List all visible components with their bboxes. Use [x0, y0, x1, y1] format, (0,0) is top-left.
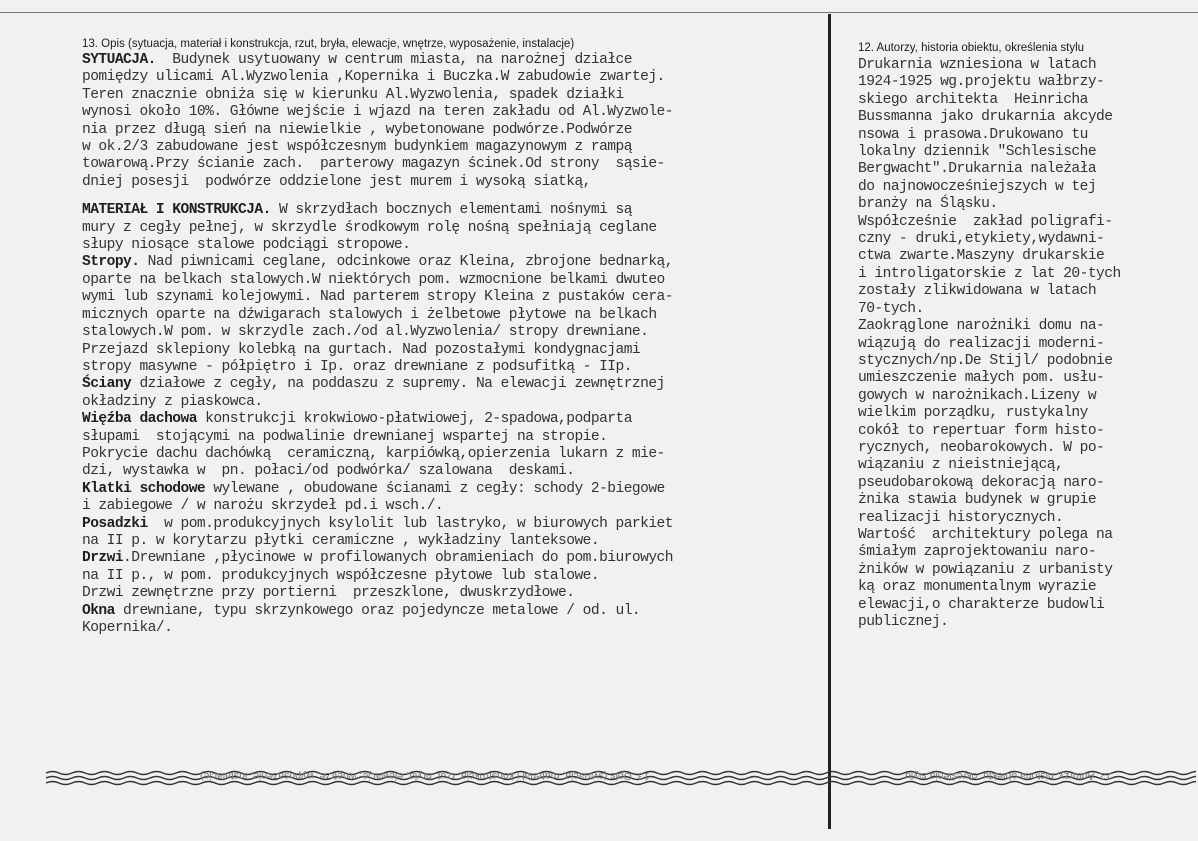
text-line: [82, 516, 824, 533]
text-line: [82, 139, 824, 156]
text-line: [82, 202, 824, 219]
line-text: okładziny z piaskowca.: [82, 393, 263, 410]
text-line: 70-tych.: [858, 300, 924, 317]
description-column: [82, 52, 824, 637]
line-text: Pokrycie dachu dachówką ceramiczną, karpiówką,opierzenia lukarn z mie-: [82, 445, 665, 462]
bold-heading: Posadzki: [82, 515, 148, 532]
text-line: [82, 620, 824, 637]
text-line: [82, 104, 824, 121]
line-text: Teren znacznie obniża się w kierunku Al.Wyzwolenia, spadek działki: [82, 86, 624, 103]
line-text: Drzwi zewnętrzne przy portierni przeszklone, dwuskrzydłowe.: [82, 585, 575, 602]
line-text: nia przez długą sień na niewielkie , wybetonowane podwórze.Podwórze: [82, 121, 632, 138]
text-line: [82, 603, 824, 620]
text-line: gowych w narożnikach.Lizeny w: [858, 387, 1097, 404]
line-text: stalowych.W pom. w skrzydle zach./od al.Wyzwolenia/ stropy drewniane.: [82, 324, 649, 341]
text-line: [82, 237, 824, 254]
text-line: wiązują do realizacji moderni-: [858, 335, 1105, 352]
line-text: wymi lub szynami kolejowymi. Nad parterem stropy Kleina z pustaków cera-: [82, 289, 673, 306]
line-text: w pom.produkcyjnych ksylolit lub lastryko, w biurowych parkiet: [147, 515, 673, 532]
line-text: słupami stojącymi na podwalinie drewnianej wspartej na stropie.: [82, 428, 608, 445]
text-line: wiązaniu z nieistniejącą,: [858, 457, 1064, 474]
text-line: [82, 122, 824, 139]
text-line: [82, 69, 824, 86]
authors-history-column: [858, 57, 1194, 631]
line-text: Przejazd sklepiony kolebką na gurtach. Nad pozostałymi kondygnacjami: [82, 341, 641, 358]
line-text: drewniane, typu skrzynkowego oraz pojedyncze metalowe / od. ul.: [114, 602, 641, 619]
text-line: ką oraz monumentalnym wyrazie: [858, 579, 1097, 596]
text-line: [82, 481, 824, 498]
line-text: działowe z cegły, na poddaszu z supremy. Na elewacji zewnętrznej: [131, 376, 665, 393]
line-text: dniej posesji podwórze oddzielone jest murem i wysoką siatką,: [82, 173, 591, 190]
line-text: w ok.2/3 zabudowane jest współczesnym budynkiem magazynowym z rampą: [82, 139, 632, 156]
line-text: Nad piwnicami ceglane, odcinkowe oraz Kleina, zbrojone bednarką,: [139, 254, 673, 271]
text-line: [82, 289, 824, 306]
text-line: żnika stawia budynek w grupie: [858, 492, 1097, 509]
mirrored-right-header: 12. Autorzy, historia obiektu, określenia stylu: [905, 770, 1112, 782]
text-line: śmiałym zaprojektowaniu naro-: [858, 544, 1097, 561]
column-divider: [828, 14, 831, 829]
bold-heading: SYTUACJA.: [82, 52, 156, 68]
line-text: wylewane , obudowane ścianami z cegły: schody 2-biegowe: [205, 480, 665, 497]
text-line: pseudobarokową dekoracją naro-: [858, 474, 1105, 491]
line-text: wynosi około 10%. Główne wejście i wjazd na teren zakładu od Al.Wyzwole-: [82, 104, 673, 121]
left-column-header: 13. Opis (sytuacja, materiał i konstrukcja, rzut, bryła, elewacje, wnętrze, wyposażenie, instalacje): [82, 38, 575, 50]
text-line: stycznych/np.De Stijl/ podobnie: [858, 352, 1113, 369]
section-gap: [82, 191, 824, 202]
text-line: rycznych, neobarokowych. W po-: [858, 439, 1105, 456]
line-text: słupy niosące stalowe podciągi stropowe.: [82, 237, 411, 254]
line-text: .Drewniane ,płycinowe w profilowanych obramieniach do pom.biurowych: [123, 550, 673, 567]
text-line: ctwa zwarte.Maszyny drukarskie: [858, 248, 1105, 265]
text-line: i introligatorskie z lat 20-tych: [858, 265, 1121, 282]
line-text: i zabiegowe / w narożu skrzydeł pd.i wsch./.: [82, 498, 444, 515]
line-text: oparte na belkach stalowych.W niektórych pom. wzmocnione belkami dwuteo: [82, 271, 665, 288]
bold-heading: Drzwi: [82, 550, 124, 567]
text-line: żników w powiązaniu z urbanisty: [858, 561, 1113, 578]
text-line: [82, 429, 824, 446]
text-line: cokół to repertuar form histo-: [858, 422, 1105, 439]
text-line: czny - druki,etykiety,wydawni-: [858, 231, 1105, 248]
bold-heading: Więźba dachowa: [82, 411, 197, 428]
line-text: W skrzydłach bocznych elementami nośnymi są: [270, 202, 632, 219]
text-line: Wartość architektury polega na: [858, 526, 1113, 543]
text-line: nsowa i prasowa.Drukowano tu: [858, 126, 1088, 143]
text-line: 1924-1925 wg.projektu wałbrzy-: [858, 74, 1105, 91]
text-line: wielkim porządku, rustykalny: [858, 405, 1088, 422]
text-line: [82, 307, 824, 324]
text-line: [82, 220, 824, 237]
text-line: [82, 272, 824, 289]
bold-heading: Okna: [82, 602, 115, 619]
top-edge-line: [0, 12, 1198, 13]
line-text: stropy masywne - półpiętro i Ip. oraz drewniane z podsufitką - IIp.: [82, 358, 632, 375]
text-line: [82, 376, 824, 393]
line-text: dzi, wystawka w pn. połaci/od podwórka/ szalowana deskami.: [82, 463, 575, 480]
text-line: realizacji historycznych.: [858, 509, 1064, 526]
text-line: [82, 359, 824, 376]
line-text: towarową.Przy ścianie zach. parterowy magazyn ścinek.Od strony sąsie-: [82, 156, 665, 173]
line-text: pomiędzy ulicami Al.Wyzwolenia ,Kopernika i Buczka.W zabudowie zwartej.: [82, 69, 665, 86]
bold-heading: Klatki schodowe: [82, 480, 206, 497]
text-line: do najnowocześniejszych w tej: [858, 178, 1097, 195]
mirrored-left-header: 13. Opis (sytuacja, materiał i konstrukcja, rzut, bryła, elewacje, wnętrze, wyposażenie, instalacje): [200, 770, 650, 782]
line-text: Budynek usytuowany w centrum miasta, na narożnej działce: [155, 52, 632, 68]
bold-heading: Ściany: [82, 376, 132, 393]
text-line: [82, 52, 824, 69]
text-line: [82, 585, 824, 602]
text-line: Bergwacht".Drukarnia należała: [858, 161, 1097, 178]
line-text: mury z cegły pełnej, w skrzydle środkowym rolę nośną spełniają ceglane: [82, 219, 657, 236]
text-line: lokalny dziennik "Schlesische: [858, 144, 1097, 161]
text-line: [82, 324, 824, 341]
text-line: publicznej.: [858, 614, 949, 630]
line-text: konstrukcji krokwiowo-płatwiowej, 2-spadowa,podparta: [196, 411, 632, 428]
text-line: [82, 533, 824, 550]
text-line: [82, 156, 824, 173]
text-line: Bussmanna jako drukarnia akcyde: [858, 109, 1113, 126]
text-line: Zaokrąglone narożniki domu na-: [858, 318, 1105, 335]
text-line: [82, 411, 824, 428]
bold-heading: MATERIAŁ I KONSTRUKCJA.: [82, 202, 271, 219]
text-line: [82, 394, 824, 411]
bold-heading: Stropy.: [82, 254, 140, 271]
text-line: skiego architekta Heinricha: [858, 91, 1088, 108]
right-column-header: 12. Autorzy, historia obiektu, określenia stylu: [858, 42, 1085, 54]
text-line: [82, 446, 824, 463]
text-line: [82, 550, 824, 567]
text-line: Współcześnie zakład poligrafi-: [858, 213, 1113, 230]
text-line: branży na Śląsku.: [858, 196, 998, 213]
text-line: Drukarnia wzniesiona w latach: [858, 57, 1097, 73]
line-text: na II p., w pom. produkcyjnych współczesne płytowe lub stalowe.: [82, 567, 600, 584]
text-line: [82, 498, 824, 515]
text-line: elewacji,o charakterze budowli: [858, 596, 1105, 613]
text-line: [82, 342, 824, 359]
text-line: [82, 87, 824, 104]
line-text: Kopernika/.: [82, 620, 173, 636]
text-line: zostały zlikwidowana w latach: [858, 283, 1097, 300]
text-line: umieszczenie małych pom. usłu-: [858, 370, 1105, 387]
text-line: [82, 174, 824, 191]
line-text: na II p. w korytarzu płytki ceramiczne , wykładziny lanteksowe.: [82, 532, 600, 549]
text-line: [82, 463, 824, 480]
line-text: micznych oparte na dźwigarach stalowych i żelbetowe płytowe na belkach: [82, 306, 657, 323]
text-line: [82, 254, 824, 271]
text-line: [82, 568, 824, 585]
